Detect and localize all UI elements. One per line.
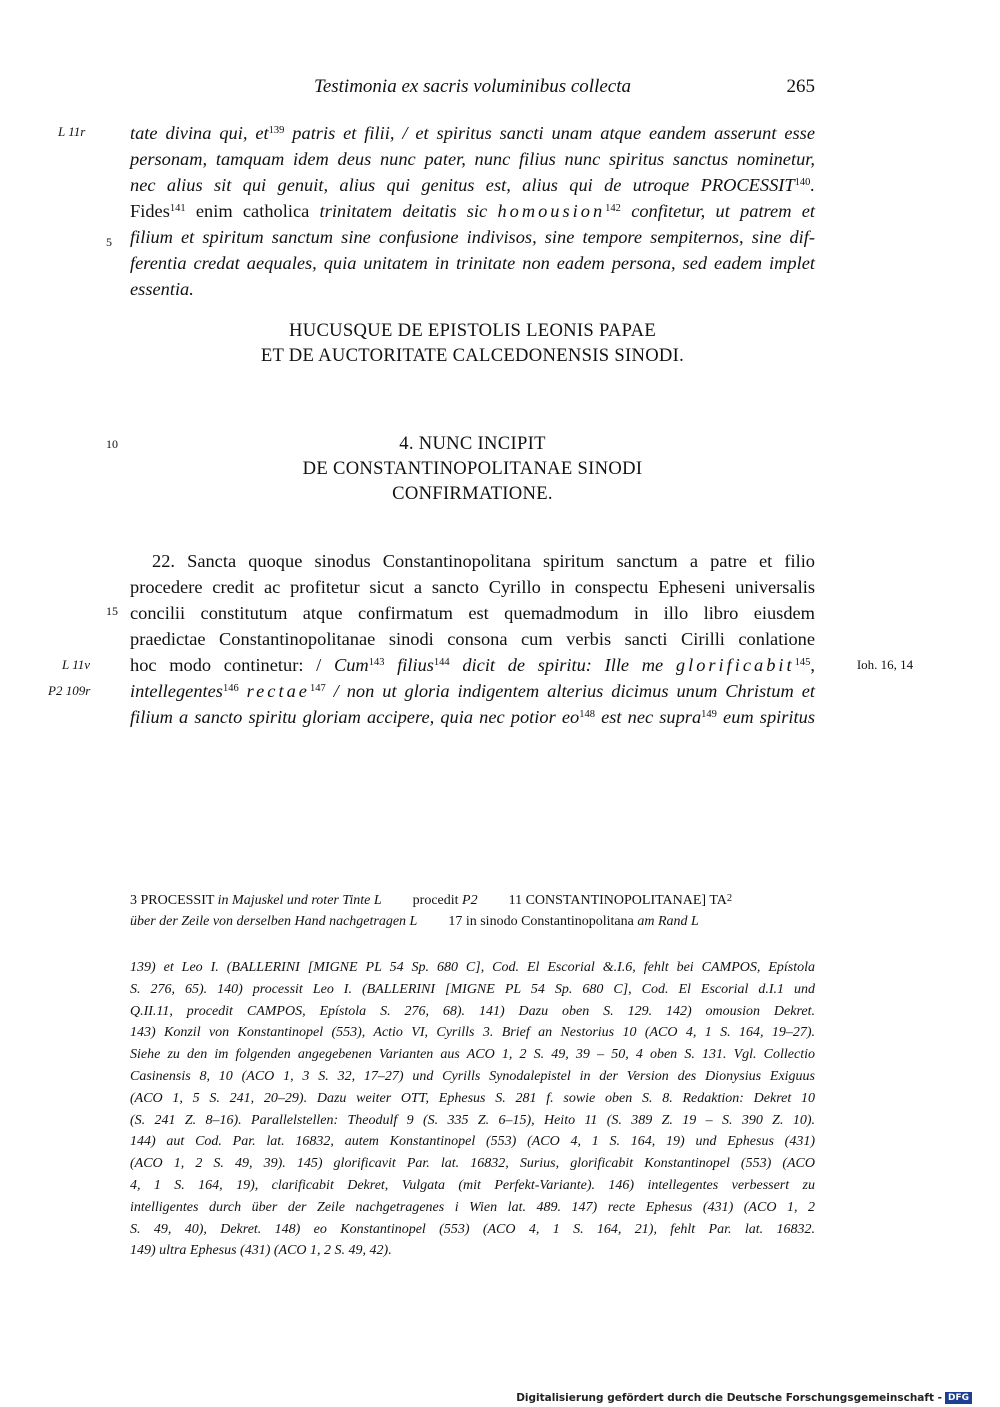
text-line: praedictae Constantinopolitanae sinodi consona cum verbis sancti Cirilli conlatione <box>130 629 815 649</box>
footnote-line: Q.II.11, procedit CAMPOS, Epístola S. 276, 68). 141) Dazu oben S. 129. 142) omousion Dekret. <box>130 1003 815 1019</box>
text-line <box>130 678 815 704</box>
margin-reference-ioh: Ioh. 16, 14 <box>856 657 914 672</box>
text-span: . <box>810 175 815 195</box>
text-span: , <box>810 655 816 675</box>
text-span: dicit de spiritu: Ille me <box>462 655 664 675</box>
apparatus-variant: procedit <box>412 893 459 908</box>
apparatus-line <box>130 911 815 932</box>
apparatus-line-number: 17 <box>448 914 463 929</box>
footnote-line: (S. 241 Z. 8–16). Parallelstellen: Theodulf 9 (S. 335 Z. 6–15), Heito 11 (S. 389 Z. 19 – S. 390 Z. 10). <box>130 1112 815 1128</box>
text-line: procedere credit ac profitetur sicut a sancto Cyrillo in conspectu Epheseni universalis <box>130 577 815 597</box>
text-span: confitetur, ut patrem et <box>631 201 816 221</box>
running-head <box>130 76 815 102</box>
text-span: eum spiritus <box>723 707 815 727</box>
text-span: filium a sancto spiritu gloriam accipere, quia nec potior eo <box>130 707 580 727</box>
footnotes <box>130 957 815 1262</box>
apparatus-line-number: 3 <box>130 893 137 908</box>
footnote-line: 144) aut Cod. Par. lat. 16832, autem Konstantinopel (553) (ACO 4, 1 S. 164, 19) und Ephesus (431) <box>130 1134 815 1150</box>
footnote-mark: 147 <box>309 683 326 694</box>
spaced-word: homousion <box>497 201 606 221</box>
apparatus-siglum: P2 <box>462 893 478 908</box>
funding-footer <box>516 1392 972 1404</box>
text-span: nec alius sit qui genuit, alius qui genitus est, alius qui de utroque PROCESSIT <box>130 175 795 195</box>
line-number-15: 15 <box>106 604 118 618</box>
dfg-logo-icon: DFG <box>945 1392 972 1404</box>
funding-text: Digitalisierung gefördert durch die Deutsche Forschungsgemeinschaft - <box>516 1392 942 1404</box>
heading-line: CONFIRMATIONE. <box>392 483 553 504</box>
apparatus-note: über der Zeile von derselben Hand nachgetragen L <box>130 914 418 929</box>
section-heading-2 <box>130 431 815 506</box>
text-span: patris et filii, / et spiritus sancti unam atque eandem asserunt esse <box>292 123 815 143</box>
text-line: ferentia credat aequales, quia unitatem in trinitate non eadem persona, sed eadem implet <box>130 253 815 273</box>
footnote-mark: 143 <box>368 657 385 668</box>
footnote-line: 139) et Leo I. (BALLERINI [MIGNE PL 54 Sp. 680 C], Cod. El Escorial &.I.6, fehlt bei CAMPOS, Epístola <box>130 960 815 975</box>
footnote-line: S. 276, 65). 140) processit Leo I. (BALLERINI [MIGNE PL 54 Sp. 680 C], Cod. El Escorial d.I.1 und <box>130 981 815 997</box>
margin-folio-p2-109r: P2 109r <box>48 683 91 698</box>
running-title: Testimonia ex sacris voluminibus collecta <box>314 76 631 97</box>
heading-line: HUCUSQUE DE EPISTOLIS LEONIS PAPAE <box>289 320 656 341</box>
footnote-mark: 146 <box>222 683 239 694</box>
text-span: tate divina qui, et <box>130 123 269 143</box>
text-line <box>130 704 815 730</box>
text-line: personam, tamquam idem deus nunc pater, nunc filius nunc spiritus sanctus nominetur, <box>130 149 815 169</box>
section-heading-1 <box>130 318 815 368</box>
paragraph-22 <box>130 548 815 730</box>
footnote-line: Siehe zu den im folgenden angegebenen Varianten aus ACO 1, 2 S. 49, 39 – 50, 4 oben S. 131. Vgl. Collectio <box>130 1047 815 1063</box>
footnote-line: S. 49, 40), Dekret. 148) eo Konstantinopel (553) (ACO 4, 1 S. 164, 21), fehlt Par. lat. 16832. <box>130 1221 815 1237</box>
text-span: Fides <box>130 201 170 221</box>
text-line: 22. Sancta quoque sinodus Constantinopolitana spiritum sanctum a patre et filio <box>152 551 815 571</box>
apparatus-line <box>130 890 815 911</box>
apparatus-superscript: 2 <box>726 893 733 904</box>
footnote-mark: 142 <box>605 203 621 214</box>
text-line <box>130 120 815 146</box>
apparatus-lemma: CONSTANTINOPOLITANAE] TA <box>525 893 727 908</box>
text-line: concilii constitutum atque confirmatum est quemadmodum in illo libro eiusdem <box>130 603 815 623</box>
heading-line: DE CONSTANTINOPOLITANAE SINODI <box>302 458 643 479</box>
footnote-mark: 148 <box>579 709 595 720</box>
apparatus-lemma: PROCESSIT <box>140 893 215 908</box>
apparatus-note: am Rand L <box>637 914 699 929</box>
text-span: enim catholica <box>195 201 310 221</box>
text-line <box>130 652 815 678</box>
footnote-mark: 149 <box>701 709 717 720</box>
footnote-mark: 141 <box>169 203 186 214</box>
footnote-mark: 144 <box>433 657 450 668</box>
footnote-line: (ACO 1, 5 S. 241, 20–29). Dazu weiter OTT, Ephesus S. 281 f. sowie oben S. 8. Redaktion: Dekret 10 <box>130 1090 815 1106</box>
spaced-word: rectae <box>246 681 310 701</box>
text-span: hoc modo continetur: / <box>130 655 322 675</box>
text-span: Cum <box>333 655 369 675</box>
apparatus-lemma: in sinodo Constantinopolitana <box>465 914 634 929</box>
heading-line: 4. NUNC INCIPIT <box>399 433 546 454</box>
text-line <box>130 172 815 198</box>
footnote-line: 4, 1 S. 164, 19), clarificabit Dekret, Vulgata (mit Perfekt-Variante). 146) intellegentes verbessert zu <box>130 1177 815 1193</box>
footnote-line: 143) Konzil von Konstantinopel (553), Actio VI, Cyrills 3. Brief an Nestorius 10 (ACO 4, 1 S. 164, 19–27). <box>130 1025 815 1041</box>
footnote-line: (ACO 1, 2 S. 49, 39). 145) glorificavit Par. lat. 16832, Surius, glorificabit Konstantinopel (553) (ACO <box>130 1156 815 1172</box>
footnote-mark: 139 <box>268 125 285 136</box>
spaced-word: glorificabit <box>675 655 795 675</box>
page-number: 265 <box>786 76 815 97</box>
margin-folio-l11v: L 11v <box>62 657 91 672</box>
text-span: intellegentes <box>130 681 223 701</box>
footnote-line: 149) ultra Ephesus (431) (ACO 1, 2 S. 49, 42). <box>130 1243 392 1259</box>
text-line <box>130 198 815 224</box>
line-number-10: 10 <box>106 437 118 451</box>
heading-line: ET DE AUCTORITATE CALCEDONENSIS SINODI. <box>260 345 685 366</box>
text-line: essentia. <box>130 279 194 299</box>
text-span: filius <box>397 655 434 675</box>
paragraph-1 <box>130 120 815 302</box>
text-line: filium et spiritum sanctum sine confusione indivisos, sine tempore sempiternos, sine dif- <box>130 227 815 247</box>
footnote-mark: 145 <box>794 657 811 668</box>
margin-folio-l11r: L 11r <box>58 124 86 139</box>
footnote-line: intelligentes durch über der Zeile nachgetragenes i Wien lat. 489. 147) recte Ephesus (431) (ACO 1, 2 <box>130 1199 815 1215</box>
apparatus-line-number: 11 <box>508 893 523 908</box>
footnote-line: Casinensis 8, 10 (ACO 1, 3 S. 32, 17–27) und Cyrills Synodalepistel in der Version des Dionysius Exiguus <box>130 1068 815 1084</box>
critical-apparatus <box>130 890 815 932</box>
text-span: est nec supra <box>601 707 702 727</box>
line-number-5: 5 <box>106 235 112 249</box>
text-span: trinitatem deitatis sic <box>319 201 488 221</box>
apparatus-note: in Majuskel und roter Tinte L <box>217 893 382 908</box>
footnote-mark: 140 <box>794 177 811 188</box>
text-span: / non ut gloria indigentem alterius dicimus unum Christum et <box>333 681 815 701</box>
